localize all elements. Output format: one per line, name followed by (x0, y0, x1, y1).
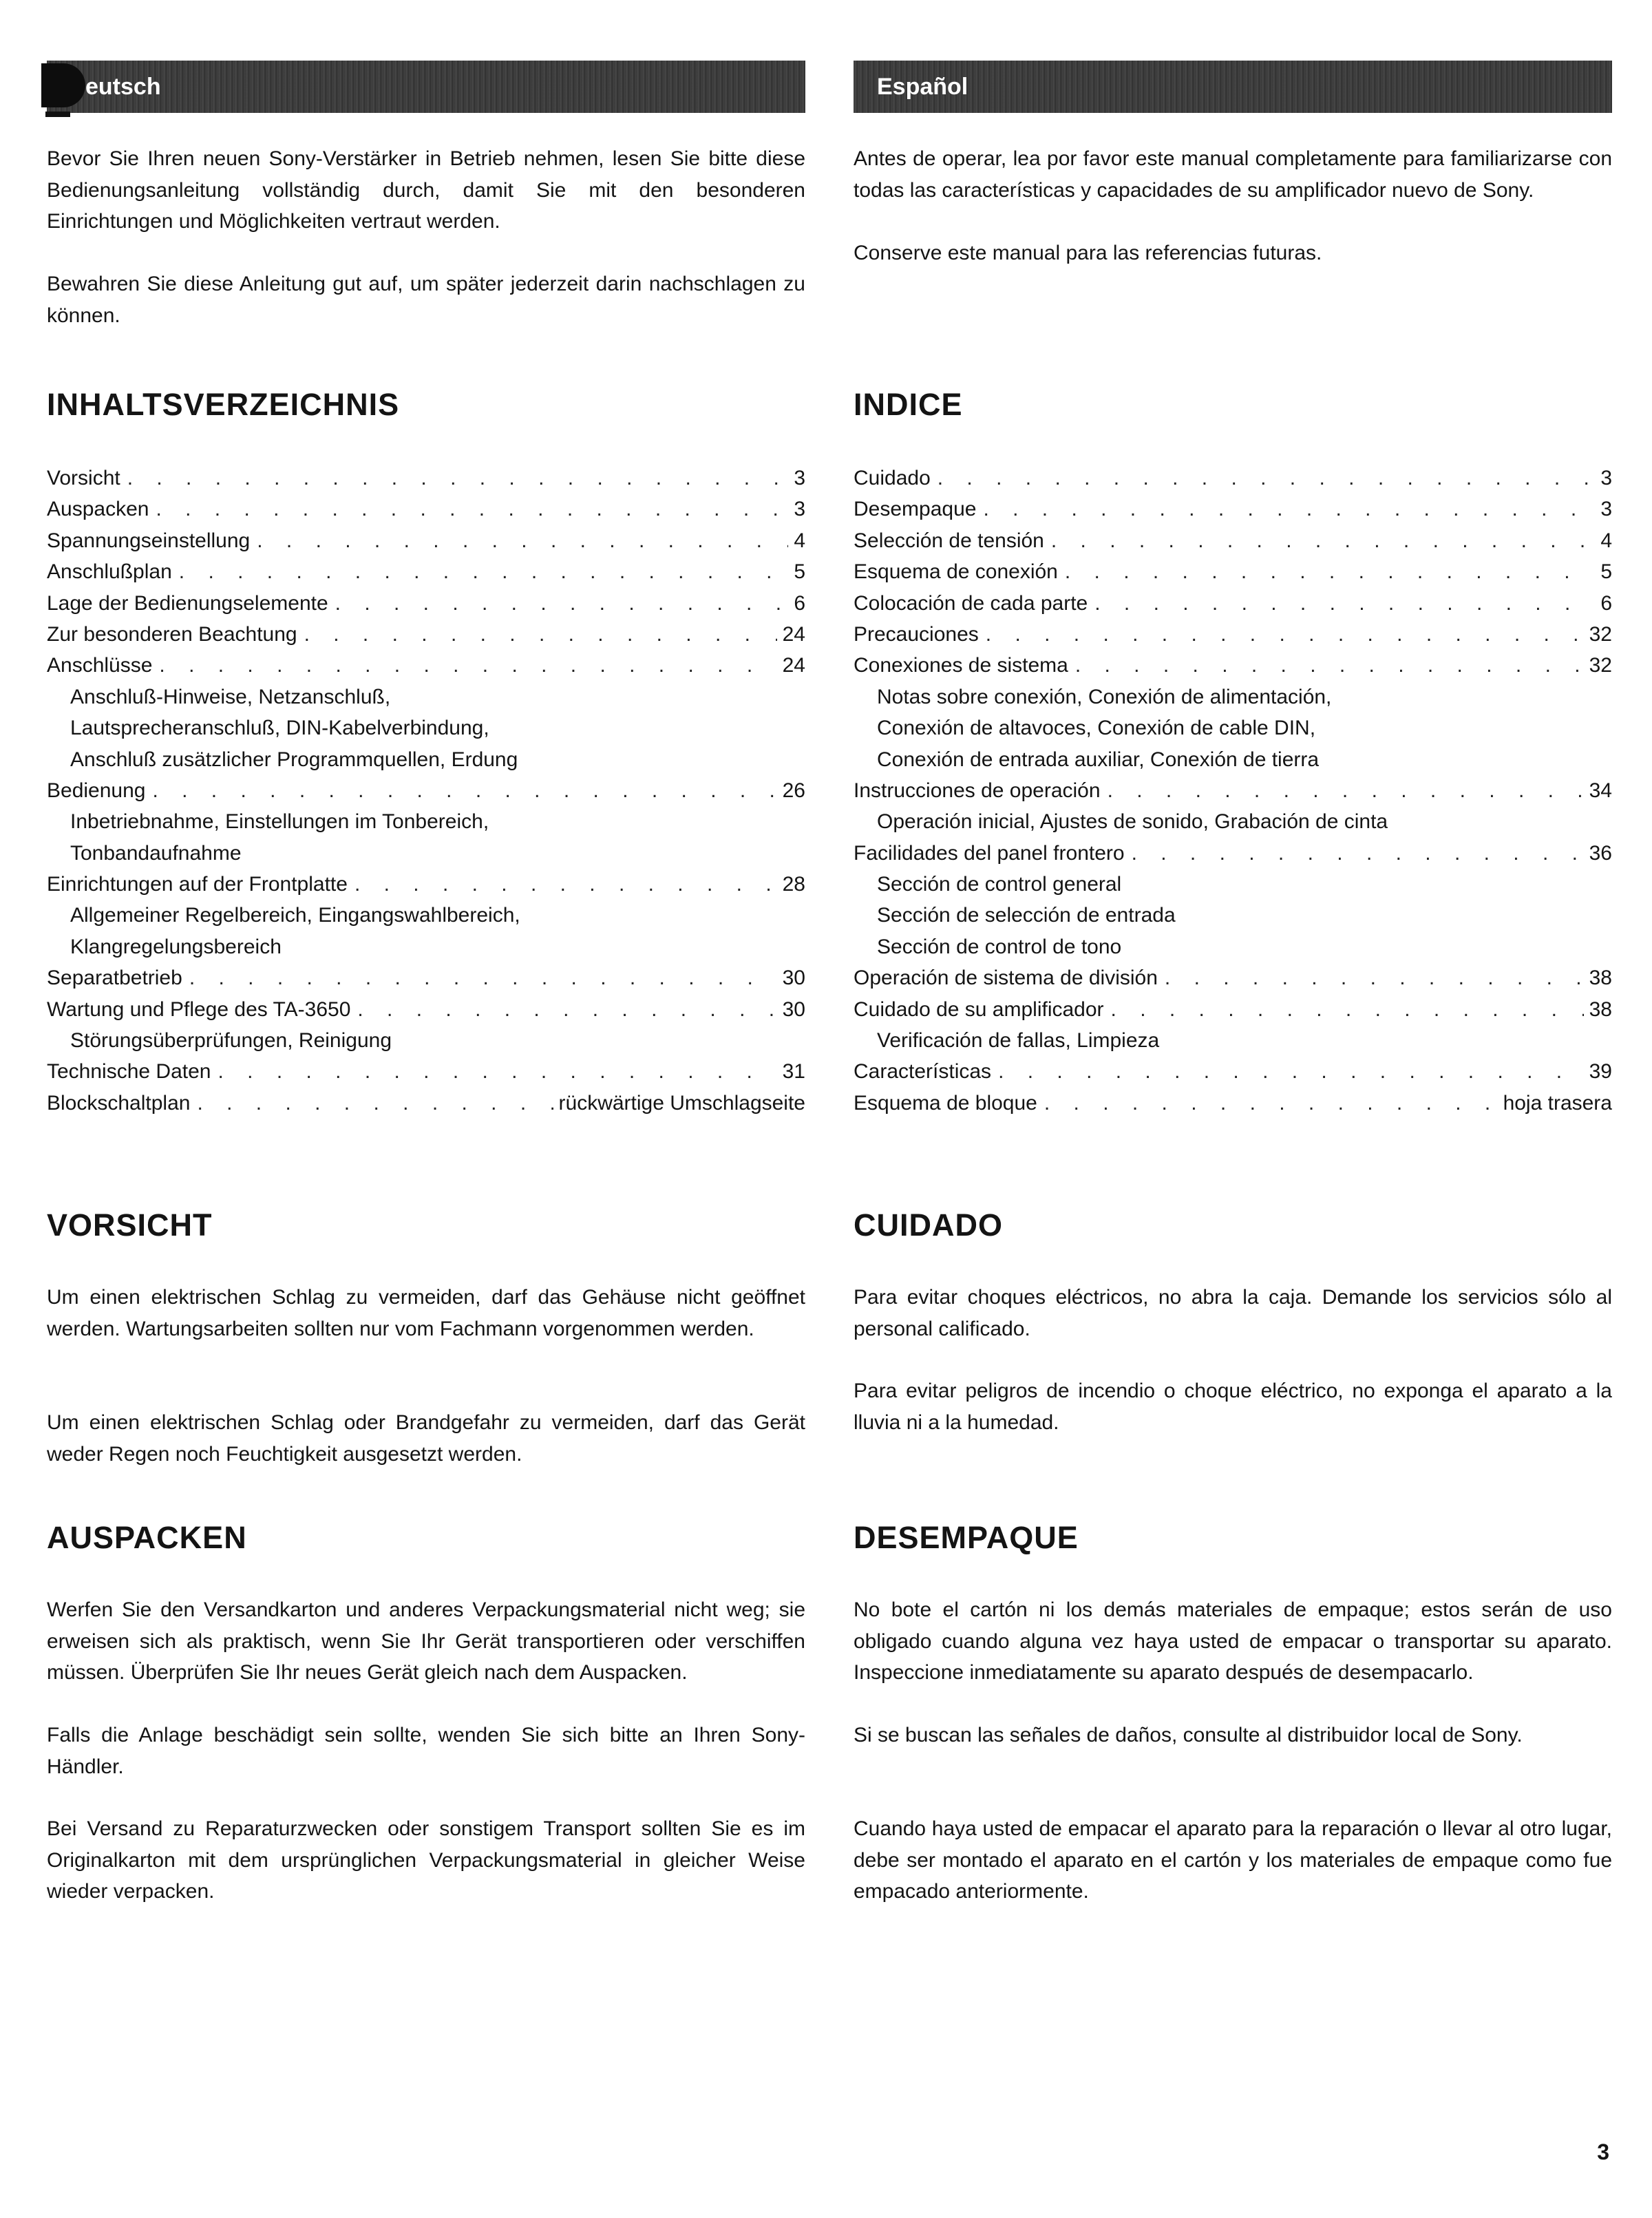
toc-subentry: Anschluß-Hinweise, Netzanschluß, (70, 685, 391, 708)
ink-blot-mark (41, 63, 85, 107)
page-number: 3 (1597, 2140, 1609, 2164)
toc-entry: Conexiones de sistema . . . 32 (854, 650, 1612, 681)
language-label: Español (877, 74, 968, 100)
toc-subentry: Conexión de entrada auxiliar, Conexión de tierra (877, 748, 1320, 771)
toc-entry: Technische Daten . . . 31 (47, 1056, 805, 1087)
toc-entry: Cuidado . . . 3 (854, 463, 1612, 494)
toc-entry: Bedienung . . . 26 (47, 775, 805, 806)
intro-paragraph-2: Bewahren Sie diese Anleitung gut auf, um später jederzeit darin nachschlagen zu können. (47, 273, 805, 327)
caution-title: CUIDADO (854, 1207, 1003, 1243)
language-label: eutsch (85, 74, 161, 100)
unpacking-paragraph-3: Cuando haya usted de empacar el aparato para la reparación o llevar al otro lugar, debe ser montado el aparato en el cartón y los materiales de empaque como fue empacado anteriormente. (854, 1817, 1612, 1903)
toc-entry: Separatbetrieb . . . 30 (47, 962, 805, 993)
toc-subentry: Anschluß zusätzlicher Programmquellen, Erdung (70, 748, 518, 771)
toc-title: INHALTSVERZEICHNIS (47, 387, 400, 422)
toc-entry: Características . . . 39 (854, 1056, 1612, 1087)
table-of-contents (47, 463, 805, 1119)
unpacking-paragraph-3: Bei Versand zu Reparaturzwecken oder sonstigem Transport sollten Sie es im Originalkarton mit dem ursprünglichen Verpackungsmaterial in gleicher Weise wieder verpacken. (47, 1817, 805, 1903)
toc-entry: Anschlußplan . . . 5 (47, 556, 805, 587)
toc-subentry: Sección de control de tono (877, 935, 1122, 958)
toc-subentry: Sección de selección de entrada (877, 904, 1176, 927)
toc-subentry: Notas sobre conexión, Conexión de alimentación, (877, 685, 1332, 708)
toc-entry: Instrucciones de operación . . . 34 (854, 775, 1612, 806)
toc-entry: Anschlüsse . . . 24 (47, 650, 805, 681)
toc-subentry: Tonbandaufnahme (70, 841, 242, 865)
toc-entry: Zur besonderen Beachtung . . . 24 (47, 619, 805, 650)
toc-entry: Lage der Bedienungselemente . . . 6 (47, 588, 805, 619)
toc-subentry: Verificación de fallas, Limpieza (877, 1029, 1160, 1053)
toc-subentry: Inbetriebnahme, Einstellungen im Tonbereich, (70, 810, 489, 834)
caution-title: VORSICHT (47, 1207, 213, 1243)
toc-subentry: Sección de control general (877, 873, 1122, 896)
caution-paragraph-1: Um einen elektrischen Schlag zu vermeiden, darf das Gehäuse nicht geöffnet werden. Wartungsarbeiten sollten nur vom Fachmann vorgenommen werden. (47, 1286, 805, 1340)
table-of-contents (854, 463, 1612, 1119)
toc-entry: Esquema de bloque . . . hoja trasera (854, 1088, 1612, 1119)
toc-entry: Blockschaltplan . . . rückwärtige Umschlagseite (47, 1088, 805, 1119)
unpacking-title: AUSPACKEN (47, 1520, 247, 1555)
toc-entry: Colocación de cada parte . . . 6 (854, 588, 1612, 619)
unpacking-paragraph-2: Falls die Anlage beschädigt sein sollte, wenden Sie sich bitte an Ihren Sony-Händler. (47, 1724, 805, 1778)
intro-paragraph-2: Conserve este manual para las referencias futuras. (854, 242, 1322, 264)
toc-subentry: Störungsüberprüfungen, Reinigung (70, 1029, 392, 1053)
toc-subentry: Lautsprecheranschluß, DIN-Kabelverbindung, (70, 717, 489, 740)
toc-entry: Selección de tensión . . . 4 (854, 525, 1612, 556)
toc-entry: Vorsicht . . . 3 (47, 463, 805, 494)
toc-entry: Auspacken . . . 3 (47, 494, 805, 525)
caution-paragraph-2: Um einen elektrischen Schlag oder Brandgefahr zu vermeiden, darf das Gerät weder Regen noch Feuchtigkeit ausgesetzt werden. (47, 1411, 805, 1466)
toc-entry: Einrichtungen auf der Frontplatte . . . 28 (47, 869, 805, 900)
unpacking-title: DESEMPAQUE (854, 1520, 1079, 1555)
unpacking-paragraph-1: No bote el cartón ni los demás materiales de empaque; estos serán de uso obligado cuando alguna vez haya usted de empacar o transportar su aparato. Inspeccione inmediatamente su aparato después de desempacarlo. (854, 1598, 1612, 1684)
toc-entry: Esquema de conexión . . . 5 (854, 556, 1612, 587)
language-header-bar (47, 61, 805, 113)
toc-entry: Precauciones . . . 32 (854, 619, 1612, 650)
toc-entry: Facilidades del panel frontero . . . 36 (854, 838, 1612, 869)
caution-paragraph-2: Para evitar peligros de incendio o choque eléctrico, no exponga el aparato a la lluvia ni a la humedad. (854, 1380, 1612, 1434)
toc-entry: Wartung und Pflege des TA-3650 . . . 30 (47, 994, 805, 1025)
unpacking-paragraph-1: Werfen Sie den Versandkarton und anderes Verpackungsmaterial nicht weg; sie erweisen sich als praktisch, wenn Sie Ihr Gerät transportieren oder verschiffen müssen. Überprüfen Sie Ihr neues Gerät gleich nach dem Auspacken. (47, 1598, 805, 1684)
toc-title: INDICE (854, 387, 963, 422)
intro-paragraph: Bevor Sie Ihren neuen Sony-Verstärker in Betrieb nehmen, lesen Sie bitte diese Bedienungsanleitung vollständig durch, damit Sie mit den besonderen Einrichtungen und Möglichkeiten vertraut werden. (47, 147, 805, 233)
caution-paragraph-1: Para evitar choques eléctricos, no abra la caja. Demande los servicios sólo al personal calificado. (854, 1286, 1612, 1340)
toc-entry: Operación de sistema de división . . . 38 (854, 962, 1612, 993)
unpacking-paragraph-2: Si se buscan las señales de daños, consulte al distribuidor local de Sony. (854, 1724, 1523, 1746)
toc-entry: Desempaque . . . 3 (854, 494, 1612, 525)
toc-entry: Spannungseinstellung . . . 4 (47, 525, 805, 556)
toc-subentry: Operación inicial, Ajustes de sonido, Grabación de cinta (877, 810, 1388, 834)
toc-subentry: Conexión de altavoces, Conexión de cable DIN, (877, 717, 1316, 740)
language-header-bar (854, 61, 1612, 113)
toc-entry: Cuidado de su amplificador . . . 38 (854, 994, 1612, 1025)
toc-subentry: Klangregelungsbereich (70, 935, 282, 958)
intro-paragraph: Antes de operar, lea por favor este manual completamente para familiarizarse con todas las características y capacidades de su amplificador nuevo de Sony. (854, 147, 1612, 202)
toc-subentry: Allgemeiner Regelbereich, Eingangswahlbereich, (70, 904, 520, 927)
